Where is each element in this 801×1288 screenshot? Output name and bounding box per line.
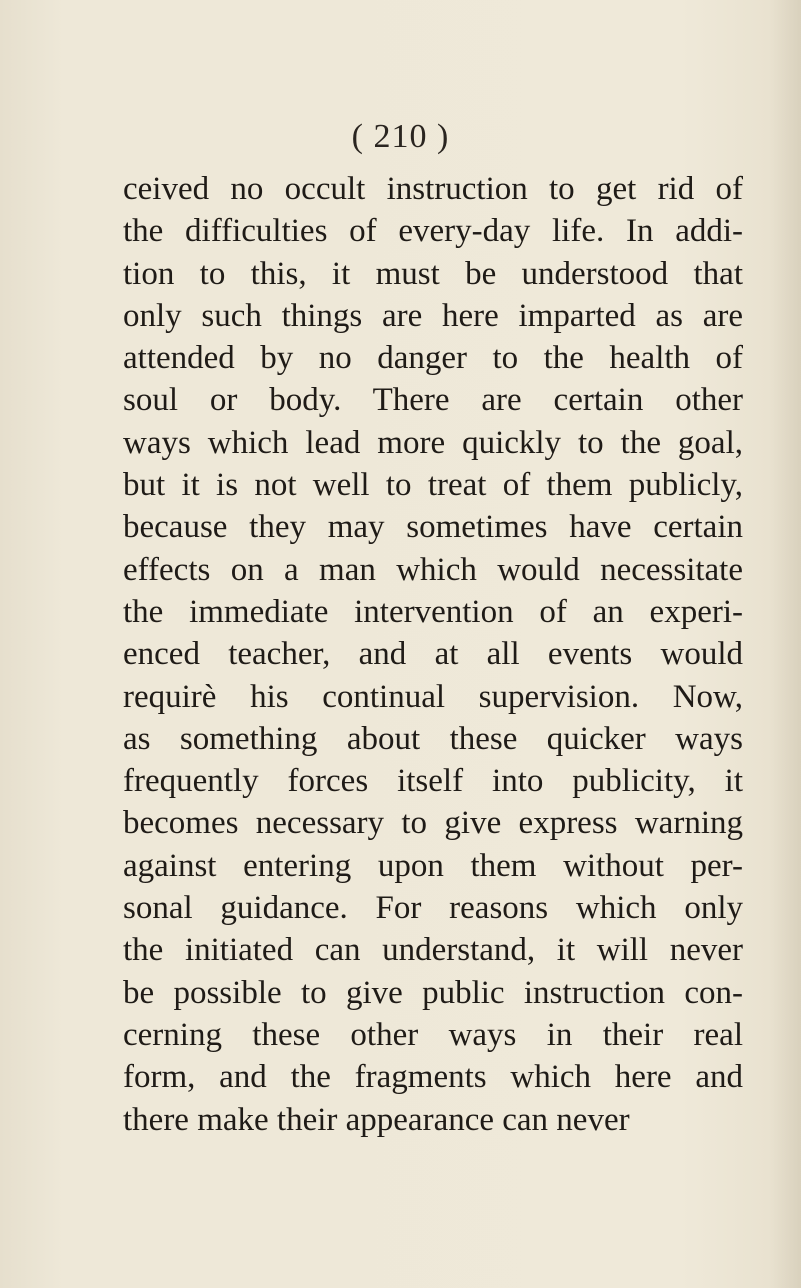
text-line: there make their appearance can never <box>123 1101 630 1138</box>
text-line: but it is not well to treat of them publicly, <box>123 467 743 504</box>
text-line: requirè his continual supervision. Now, <box>123 678 743 715</box>
text-line: frequently forces itself into publicity, it <box>123 763 743 800</box>
text-line: sonal guidance. For reasons which only <box>123 890 743 927</box>
text-line: as something about these quicker ways <box>123 720 743 757</box>
text-line: becomes necessary to give express warning <box>123 805 743 842</box>
text-line: be possible to give public instruction con- <box>123 974 743 1011</box>
text-line: soul or body. There are certain other <box>123 382 743 419</box>
text-line: only such things are here imparted as are <box>123 297 743 334</box>
text-line: tion to this, it must be understood that <box>123 255 743 292</box>
text-line: enced teacher, and at all events would <box>123 636 743 673</box>
text-line: ways which lead more quickly to the goal, <box>123 424 743 461</box>
text-line: ceived no occult instruction to get rid of <box>123 171 743 207</box>
text-line: the immediate intervention of an experi- <box>123 593 743 630</box>
text-line: cerning these other ways in their real <box>123 1016 743 1053</box>
text-line: form, and the fragments which here and <box>123 1059 743 1096</box>
text-line: because they may sometimes have certain <box>123 509 743 546</box>
page-number: ( 210 ) <box>351 118 450 155</box>
text-line: against entering upon them without per- <box>123 847 743 884</box>
text-line: the difficulties of every-day life. In addi- <box>123 213 743 250</box>
text-line: effects on a man which would necessitate <box>123 551 743 588</box>
text-line: the initiated can understand, it will never <box>123 932 743 969</box>
text-line: attended by no danger to the health of <box>123 340 743 377</box>
body-text <box>123 168 743 1141</box>
